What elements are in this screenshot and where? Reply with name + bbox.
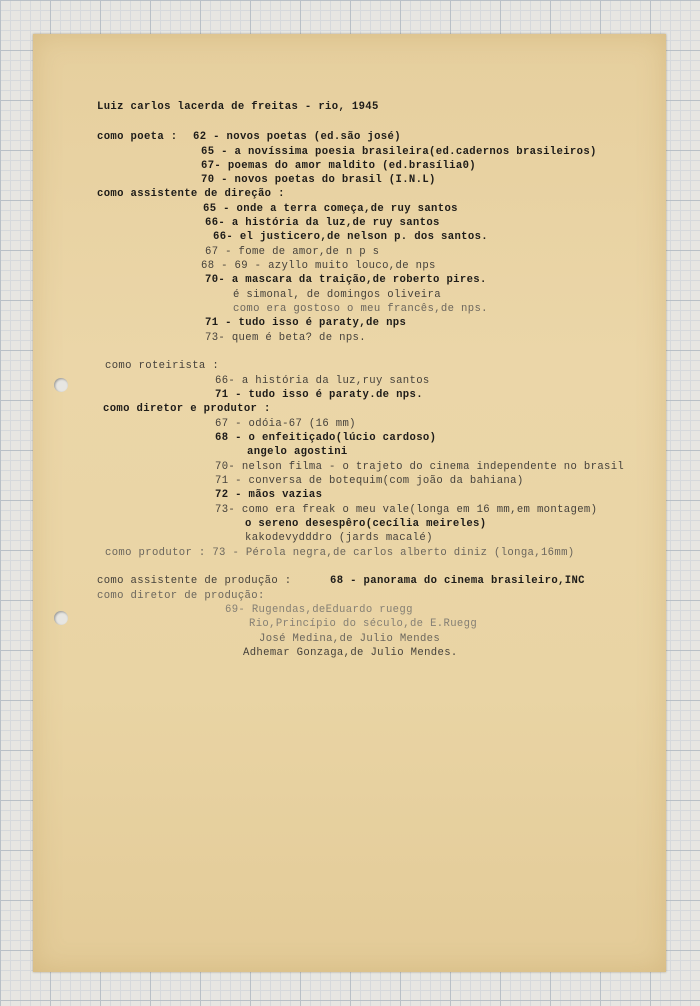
diretor-produtor-item: 67 - odóia-67 (16 mm) [215, 418, 356, 430]
punch-hole-lower [54, 611, 68, 625]
assistente-direcao-item: 65 - onde a terra começa,de ruy santos [203, 203, 458, 215]
diretor-produtor-item: 70- nelson filma - o trajeto do cinema independente no brasil [215, 461, 625, 473]
poeta-item: 70 - novos poetas do brasil (I.N.L) [201, 174, 436, 186]
diretor-producao-item: Adhemar Gonzaga,de Julio Mendes. [243, 647, 458, 659]
assistente-direcao-item: como era gostoso o meu francês,de nps. [233, 303, 488, 315]
assistente-direcao-item: 66- el justicero,de nelson p. dos santos. [213, 231, 488, 243]
section-label-diretor-producao: como diretor de produção: [97, 590, 265, 602]
roteirista-item: 71 - tudo isso é paraty.de nps. [215, 389, 423, 401]
poeta-item: 67- poemas do amor maldito (ed.brasília0) [201, 160, 476, 172]
section-label-diretor-produtor: como diretor e produtor : [103, 403, 271, 415]
assistente-direcao-item: 68 - 69 - azyllo muito louco,de nps [201, 260, 436, 272]
section-label-assistente-direcao: como assistente de direção : [97, 188, 285, 200]
assistente-direcao-item: 71 - tudo isso é paraty,de nps [205, 317, 407, 329]
diretor-produtor-item: 73- como era freak o meu vale(longa em 16 mm,em montagem) [215, 504, 598, 516]
poeta-item: 65 - a novíssima poesia brasileira(ed.cadernos brasileiros) [201, 146, 597, 158]
assistente-direcao-item: 66- a história da luz,de ruy santos [205, 217, 440, 229]
section-label-roteirista: como roteirista : [105, 360, 220, 372]
section-label-poeta: como poeta : [97, 131, 185, 143]
assistente-direcao-item: 67 - fome de amor,de n p s [205, 246, 380, 258]
diretor-producao-item: 69- Rugendas,deEduardo ruegg [225, 604, 413, 616]
assistente-direcao-item: 70- a mascara da traição,de roberto pires. [205, 274, 487, 286]
diretor-producao-item: Rio,Princípio do século,de E.Ruegg [249, 618, 478, 630]
diretor-produtor-item: 68 - o enfeitiçado(lúcio cardoso) [215, 432, 437, 444]
author-header: Luiz carlos lacerda de freitas - rio, 1945 [97, 101, 379, 113]
section-label-assistente-producao: como assistente de produção : [97, 575, 299, 587]
assistente-direcao-item: 73- quem é beta? de nps. [205, 332, 366, 344]
diretor-produtor-item: kakodevydddro (jards macalé) [245, 532, 433, 544]
produtor-line: como produtor : 73 - Pérola negra,de carlos alberto diniz (longa,16mm) [105, 547, 575, 559]
poeta-item: 62 - novos poetas (ed.são josé) [193, 131, 401, 143]
diretor-produtor-item: angelo agostini [247, 446, 348, 458]
punch-hole-upper [54, 378, 68, 392]
diretor-produtor-item: 71 - conversa de botequim(com joão da bahiana) [215, 475, 524, 487]
assistente-producao-item: 68 - panorama do cinema brasileiro,INC [330, 575, 585, 587]
diretor-produtor-item: o sereno desespêro(cecília meireles) [245, 518, 487, 530]
diretor-produtor-item: 72 - mãos vazias [215, 489, 323, 501]
roteirista-item: 66- a história da luz,ruy santos [215, 375, 430, 387]
assistente-direcao-item: é simonal, de domingos oliveira [233, 289, 441, 301]
diretor-producao-item: José Medina,de Julio Mendes [259, 633, 441, 645]
